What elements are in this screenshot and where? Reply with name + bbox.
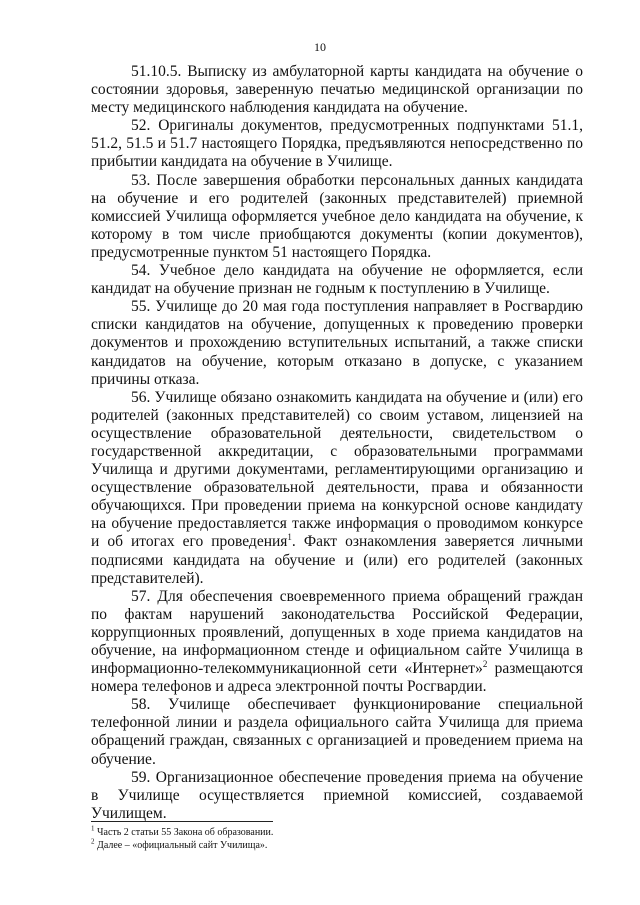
footnote-ref-2: 2 (482, 658, 488, 669)
paragraph-52: 52. Оригиналы документов, предусмотренных подпунктами 51.1, 51.2, 51.5 и 51.7 настоящего Порядка, предъявляются непосредственно по прибытии кандидата на обучение в Училище. (91, 117, 583, 171)
footnote-divider (91, 821, 273, 822)
footnote-2-text: Далее – «официальный сайт Училища». (94, 840, 268, 851)
paragraph-57 (91, 588, 583, 697)
footnote-2 (91, 839, 583, 852)
footnote-1-text: Часть 2 статьи 55 Закона об образовании. (94, 827, 274, 838)
paragraph-58: 58. Училище обеспечивает функционирование специальной телефонной линии и раздела официального сайта Училища для приема обращений граждан, связанных с организацией и проведением приема на обучение. (91, 696, 583, 768)
paragraph-56-text-before: 56. Училище обязано ознакомить кандидата на обучение и (или) его родителей (законных представителей) со своим уставом, лицензией на осуществление образовательной деятельности, свидетельством о государственной аккредитации, с образовательными программами Училища и другими документами, регламентирующими организацию и осуществление образовательной деятельности, права и обязанности обучающихся. При проведении приема на конкурсной основе кандидату на обучение предоставляется также информация о проводимом конкурсе и об итогах его проведения (91, 388, 583, 551)
paragraph-56-text-after: . Факт ознакомления заверяется личными подписями кандидата на обучение и (или) его родителей (законных представителей). (91, 533, 583, 587)
document-body (91, 63, 583, 823)
paragraph-53: 53. После завершения обработки персональных данных кандидата на обучение и его родителей (законных представителей) приемной комиссией Училища оформляется учебное дело кандидата на обучение, к которому в том числе приобщаются документы (копии документов), предусмотренные пунктом 51 настоящего Порядка. (91, 171, 583, 261)
paragraph-59: 59. Организационное обеспечение проведения приема на обучение в Училище осуществляется приемной комиссией, создаваемой Училищем. (91, 768, 583, 822)
footnote-ref-1: 1 (287, 532, 292, 543)
footnote-marker-2: 2 (91, 837, 95, 846)
paragraph-56 (91, 389, 583, 588)
page-number: 10 (314, 40, 326, 54)
paragraph-54: 54. Учебное дело кандидата на обучение не оформляется, если кандидат на обучение признан не годным к поступлению в Училище. (91, 262, 583, 298)
paragraph-51-10-5: 51.10.5. Выписку из амбулаторной карты кандидата на обучение о состоянии здоровья, заверенную печатью медицинской организации по месту медицинского наблюдения кандидата на обучение. (91, 63, 583, 117)
footnotes (91, 826, 583, 852)
paragraph-57-text-before: 57. Для обеспечения своевременного приема обращений граждан по фактам нарушений законодательства Российской Федерации, коррупционных проявлений, допущенных в ходе приема кандидатов на обучение, на информационном стенде и официальном сайте Училища в информационно-телекоммуникационной сети «Интернет» (91, 587, 583, 678)
paragraph-57-text-after: размещаются номера телефонов и адреса электронной почты Росгвардии. (91, 660, 583, 696)
footnote-1 (91, 826, 583, 839)
footnote-marker-1: 1 (91, 824, 95, 833)
paragraph-55: 55. Училище до 20 мая года поступления направляет в Росгвардию списки кандидатов на обучение, допущенных к проведению проверки документов и прохождению вступительных испытаний, а также списки кандидатов на обучение, которым отказано в допуске, с указанием причины отказа. (91, 298, 583, 388)
